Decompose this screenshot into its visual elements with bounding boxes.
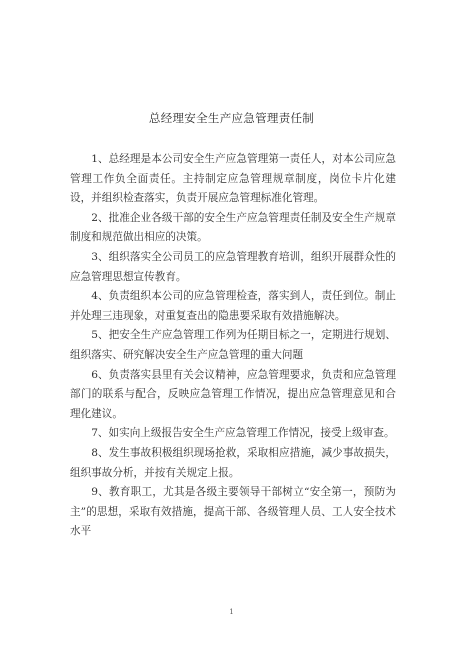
paragraph-9: 9、教育职工，尤其是各级主要领导干部树立“安全第一，预防为主”的思想，采取有效措施，提高干部、各级管理人员、工人安全技术水平 (70, 486, 396, 538)
paragraph-1: 1、总经理是本公司安全生产应急管理第一责任人，对本公司应急管理工作负全面责任。主持制定应急管理规章制度，岗位卡片化建设，并组织检查落实，负责开展应急管理标准化管理。 (70, 153, 396, 205)
document-title: 总经理安全生产应急管理责任制 (148, 111, 315, 125)
paragraph-8: 8、发生事故积极组织现场抢救，采取相应措施，减少事故损失，组织事故分析，并按有关规定上报。 (70, 446, 396, 479)
page-number: 1 (229, 608, 234, 616)
paragraph-5: 5、把安全生产应急管理工作列为任期目标之一，定期进行规划、组织落实、研究解决安全生产应急管理的重大问题 (70, 329, 396, 361)
document-body (70, 150, 396, 542)
paragraph-6: 6、负责落实县里有关会议精神，应急管理要求，负责和应急管理部门的联系与配合，反映应急管理工作情况，提出应急管理意见和合理化建议。 (70, 368, 396, 420)
paragraph-7: 7、如实向上级报告安全生产应急管理工作情况，接受上级审查。 (91, 427, 395, 440)
paragraph-3: 3、组织落实全公司员工的应急管理教育培训，组织开展群众性的应急管理思想宣传教育。 (70, 250, 396, 283)
paragraph-2: 2、批准企业各级干部的安全生产应急管理责任制及安全生产规章制度和规范做出相应的决策。 (70, 211, 396, 244)
paragraph-4: 4、负责组织本公司的应急管理检查，落实到人，责任到位。制止并处理三违现象，对重复查出的隐患要采取有效措施解决。 (70, 290, 396, 322)
